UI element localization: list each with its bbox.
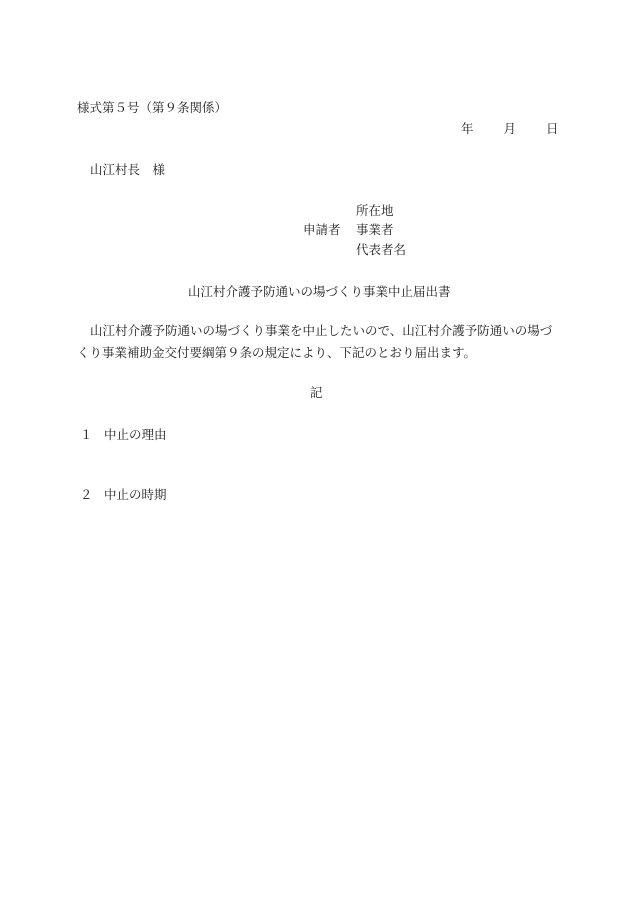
item-number: １ — [80, 427, 93, 442]
date-month-label: 月 — [503, 121, 517, 136]
date-day-label: 日 — [546, 121, 559, 136]
applicant-label: 申請者 — [303, 222, 341, 237]
body-paragraph — [77, 320, 555, 364]
applicant-address-label: 所在地 — [356, 203, 394, 218]
body-text: 山江村介護予防通いの場づくり事業を中止したいので、山江村介護予防通いの場づくり事業補助金交付要綱第９条の規定により、下記のとおり届出ます。 — [77, 323, 553, 360]
list-item — [80, 487, 167, 503]
item-number: ２ — [80, 487, 93, 502]
applicant-representative-label: 代表者名 — [356, 242, 407, 257]
applicant-business-label: 事業者 — [356, 222, 394, 237]
ki-heading: 記 — [310, 385, 323, 400]
date-year-label: 年 — [461, 121, 474, 136]
document-title: 山江村介護予防通いの場づくり事業中止届出書 — [188, 284, 451, 299]
form-number: 様式第５号（第９条関係） — [77, 100, 228, 115]
date-line — [461, 121, 559, 137]
list-item — [80, 427, 167, 443]
item-label: 中止の理由 — [104, 427, 167, 442]
addressee: 山江村長 様 — [90, 162, 166, 177]
item-label: 中止の時期 — [104, 487, 167, 502]
